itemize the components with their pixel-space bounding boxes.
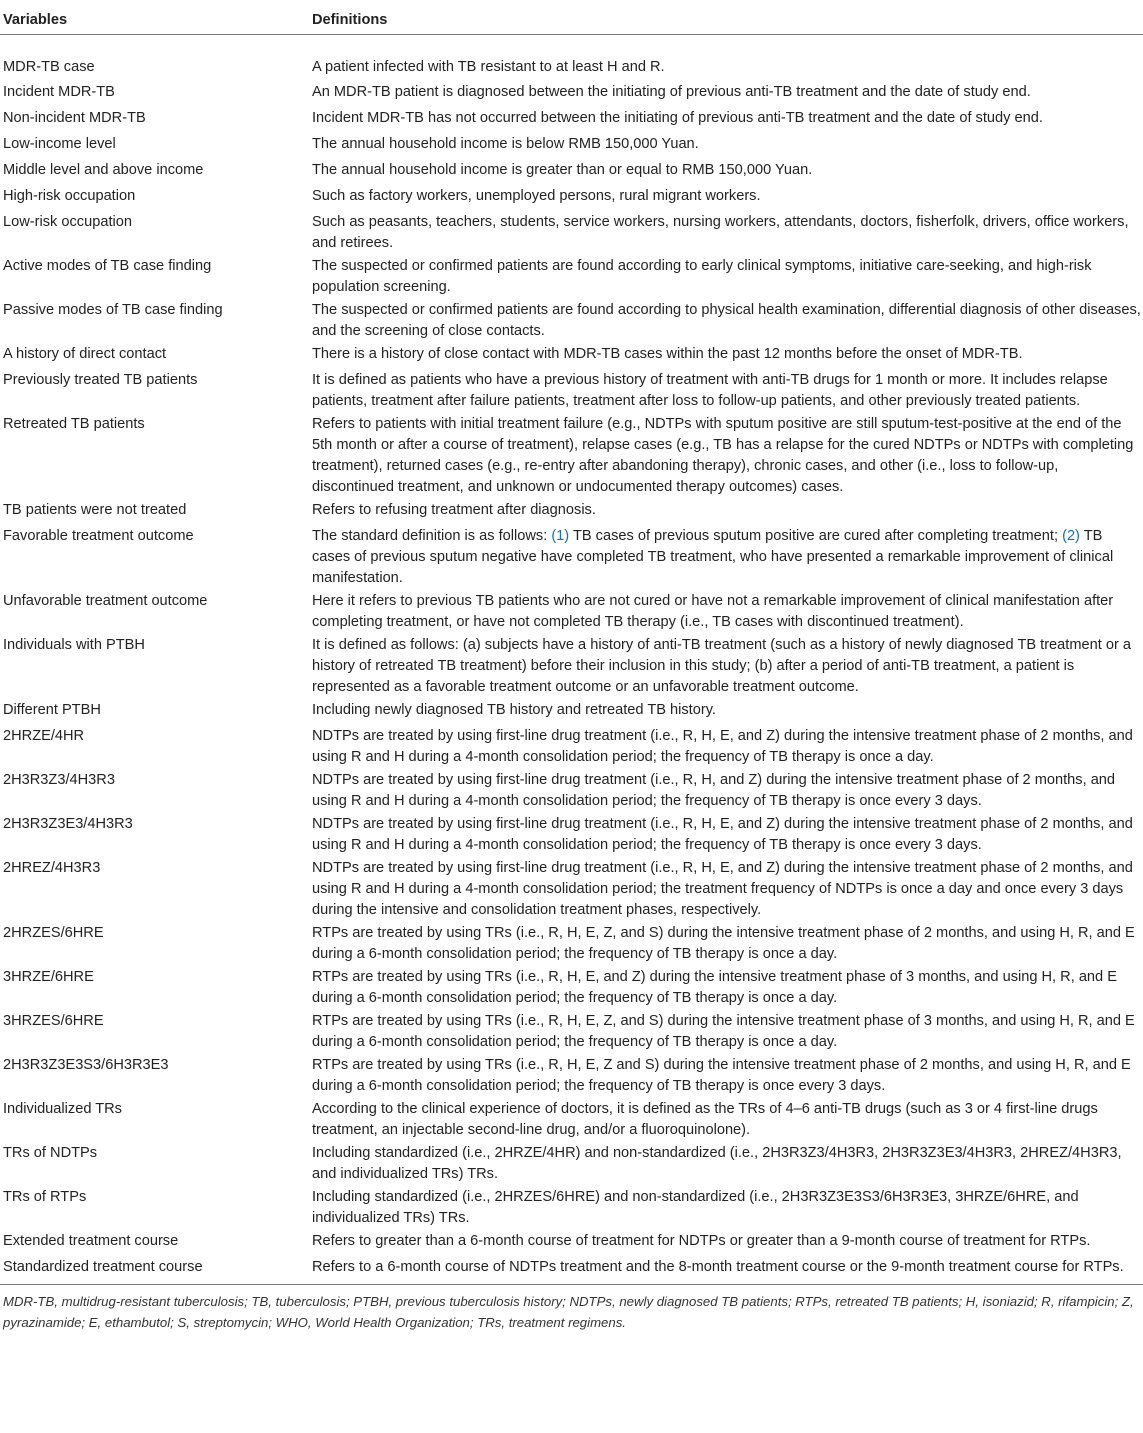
definition-cell: Including standardized (i.e., 2HRZE/4HR) and non-standardized (i.e., 2H3R3Z3/4H3R3, 2H3R3Z3E3/4H3R3, 2HREZ/4H3R3, and individualized TRs) TRs. [312, 1145, 1122, 1182]
definition-cell: Such as factory workers, unemployed persons, rural migrant workers. [312, 188, 761, 204]
reference-marker: (1) [551, 528, 570, 544]
table-row [0, 724, 1143, 768]
table-row [0, 412, 1143, 498]
variable-cell: Favorable treatment outcome [3, 528, 194, 544]
variable-cell: Standardized treatment course [3, 1259, 203, 1275]
table-row [0, 1229, 1143, 1255]
definition-cell: An MDR-TB patient is diagnosed between the initiating of previous anti-TB treatment and the date of study end. [312, 84, 1031, 100]
variable-cell: Extended treatment course [3, 1233, 179, 1249]
definition-cell: The suspected or confirmed patients are found according to physical health examination, differential diagnosis of other diseases, and the screening of close contacts. [312, 302, 1141, 339]
definition-cell: Including newly diagnosed TB history and retreated TB history. [312, 702, 716, 718]
definition-cell: Including standardized (i.e., 2HRZES/6HRE) and non-standardized (i.e., 2H3R3Z3E3S3/6H3R3E3, 3HRZE/6HRE, and individualized TRs) TRs. [312, 1189, 1079, 1226]
table-footnote: MDR-TB, multidrug-resistant tuberculosis; TB, tuberculosis; PTBH, previous tuberculosis history; NDTPs, newly diagnosed TB patients; RTPs, retreated TB patients; H, isoniazid; R, rifampicin; Z, pyrazinamide; E, ethambutol; S, streptomycin; WHO, World Health Organization; TRs, treatment regimens. [3, 1294, 1134, 1330]
definition-cell: NDTPs are treated by using first-line drug treatment (i.e., R, H, E, and Z) during the intensive treatment phase of 2 months, and using R and H during a 4-month consolidation period; the frequency of TB therapy is once every 3 days. [312, 816, 1133, 853]
definition-cell: A patient infected with TB resistant to at least H and R. [312, 58, 665, 75]
header-definitions: Definitions [311, 0, 1143, 34]
variable-cell: 2HRZES/6HRE [3, 925, 104, 941]
table-row [0, 812, 1143, 856]
table-row [0, 921, 1143, 965]
table-row [0, 34, 1143, 80]
variable-cell: 2H3R3Z3/4H3R3 [3, 772, 115, 788]
variable-cell: Different PTBH [3, 702, 101, 718]
definition-text: TB cases of previous sputum positive are cured after completing treatment; [569, 528, 1063, 544]
variable-cell: Active modes of TB case finding [3, 258, 212, 274]
variable-cell: Previously treated TB patients [3, 372, 198, 388]
table-row [0, 158, 1143, 184]
variable-cell: TB patients were not treated [3, 502, 187, 518]
table-row [0, 1097, 1143, 1141]
table-row [0, 210, 1143, 254]
table-row [0, 298, 1143, 342]
table-row [0, 633, 1143, 698]
variable-cell: TRs of NDTPs [3, 1145, 98, 1161]
variable-cell: Non-incident MDR-TB [3, 110, 146, 126]
table-row [0, 698, 1143, 724]
definition-cell: NDTPs are treated by using first-line drug treatment (i.e., R, H, and Z) during the intensive treatment phase of 2 months, and using R and H during a 4-month consolidation period; the frequency of TB therapy is once every 3 days. [312, 772, 1116, 809]
table-row [0, 342, 1143, 368]
table-row [0, 589, 1143, 633]
table-row [0, 524, 1143, 589]
definition-cell: RTPs are treated by using TRs (i.e., R, H, E, Z, and S) during the intensive treatment phase of 3 months, and using H, R, and E during a 6-month consolidation period; the frequency of TB therapy is once a day. [312, 1013, 1135, 1050]
definition-cell: Refers to patients with initial treatment failure (e.g., NDTPs with sputum positive are still sputum-test-positive at the end of the 5th month or after a course of treatment), relapse cases (e.g., TB has a relapse for the cured NDTPs or NDTPs with completing treatment), returned cases (e.g., re-entry after abandoning therapy), chronic cases, and other (i.e., loss to follow-up, discontinued treatment, and unknown or undocumented therapy outcomes) cases. [312, 416, 1134, 495]
definition-cell: Such as peasants, teachers, students, service workers, nursing workers, attendants, doctors, fisherfolk, drivers, office workers, and retirees. [312, 214, 1129, 251]
variable-cell: A history of direct contact [3, 346, 167, 362]
variable-cell: 2HRZE/4HR [3, 728, 85, 744]
definition-cell: According to the clinical experience of doctors, it is defined as the TRs of 4–6 anti-TB drugs (such as 3 or 4 first-line drugs treatment, an injectable second-line drug, and/or a fluoroquinolone). [312, 1101, 1098, 1138]
definition-cell: NDTPs are treated by using first-line drug treatment (i.e., R, H, E, and Z) during the intensive treatment phase of 2 months, and using R and H during a 4-month consolidation period; the treatment frequency of NDTPs is once a day and once every 3 days during the intensive and consolidation treatment phases, respectively. [312, 860, 1133, 918]
definition-cell: There is a history of close contact with MDR-TB cases within the past 12 months before the onset of MDR-TB. [312, 346, 1023, 362]
table-row [0, 254, 1143, 298]
variable-cell: 2H3R3Z3E3S3/6H3R3E3 [3, 1057, 169, 1073]
definition-cell [311, 524, 1143, 589]
table-row [0, 498, 1143, 524]
table-header-row [0, 0, 1143, 34]
reference-marker: (2) [1062, 528, 1080, 544]
definition-cell: It is defined as follows: (a) subjects have a history of anti-TB treatment (such as a history of newly diagnosed TB treatment or a history of retreated TB treatment) before their inclusion in this study; (b) after a period of anti-TB treatment, a patient is represented as a favorable treatment outcome or an unfavorable treatment outcome. [312, 637, 1131, 695]
definition-cell: NDTPs are treated by using first-line drug treatment (i.e., R, H, E, and Z) during the intensive treatment phase of 2 months, and using R and H during a 4-month consolidation period; the frequency of TB therapy is once a day. [312, 728, 1133, 765]
table-row [0, 80, 1143, 106]
definition-cell: It is defined as patients who have a previous history of treatment with anti-TB drugs for 1 month or more. It includes relapse patients, treatment after failure patients, treatment after loss to follow-up patients, and other previously treated patients. [312, 372, 1108, 409]
variable-cell: 2H3R3Z3E3/4H3R3 [3, 816, 133, 832]
definition-cell: The annual household income is greater than or equal to RMB 150,000 Yuan. [312, 162, 813, 178]
table-row [0, 368, 1143, 412]
table-row [0, 856, 1143, 921]
definition-cell: Refers to greater than a 6-month course of treatment for NDTPs or greater than a 9-month course of treatment for RTPs. [312, 1233, 1091, 1249]
definition-cell: RTPs are treated by using TRs (i.e., R, H, E, and Z) during the intensive treatment phase of 3 months, and using H, R, and E during a 6-month consolidation period; the frequency of TB therapy is once a day. [312, 969, 1117, 1006]
variable-cell: Incident MDR-TB [3, 84, 115, 100]
variable-cell: Middle level and above income [3, 162, 204, 178]
variable-cell: Low-risk occupation [3, 214, 132, 230]
variable-cell: 3HRZES/6HRE [3, 1013, 104, 1029]
table-body [0, 34, 1143, 1284]
definition-cell: RTPs are treated by using TRs (i.e., R, H, E, Z and S) during the intensive treatment phase of 2 months, and using H, R, and E during a 6-month consolidation period; the frequency of TB therapy is once every 3 days. [312, 1057, 1131, 1094]
variable-cell: Passive modes of TB case finding [3, 302, 223, 318]
variable-cell: Unfavorable treatment outcome [3, 593, 208, 609]
variable-cell: Individualized TRs [3, 1101, 122, 1117]
table-row [0, 106, 1143, 132]
definition-cell: Incident MDR-TB has not occurred between the initiating of previous anti-TB treatment and the date of study end. [312, 110, 1043, 126]
definition-cell: The annual household income is below RMB 150,000 Yuan. [312, 136, 699, 152]
variable-cell: High-risk occupation [3, 188, 136, 204]
definition-cell: RTPs are treated by using TRs (i.e., R, H, E, Z, and S) during the intensive treatment phase of 2 months, and using H, R, and E during a 6-month consolidation period; the frequency of TB therapy is once a day. [312, 925, 1135, 962]
table-row [0, 184, 1143, 210]
definition-text: The standard definition is as follows: [312, 528, 552, 544]
table-row [0, 1141, 1143, 1185]
definition-text: TB cases of previous sputum negative have completed TB treatment, who have presented a remarkable improvement of clinical manifestation. [312, 528, 1114, 586]
table-row [0, 1053, 1143, 1097]
variable-cell: TRs of RTPs [3, 1189, 87, 1205]
variable-cell: Low-income level [3, 136, 116, 152]
variable-cell: MDR-TB case [3, 58, 95, 75]
definition-cell: The suspected or confirmed patients are found according to early clinical symptoms, initiative care-seeking, and high-risk population screening. [312, 258, 1092, 295]
definition-cell: Refers to a 6-month course of NDTPs treatment and the 8-month treatment course or the 9-month treatment course for RTPs. [312, 1259, 1124, 1275]
table-row [0, 1255, 1143, 1284]
definition-cell: Here it refers to previous TB patients who are not cured or have not a remarkable improvement of clinical manifestation after completing treatment, or have not completed TB therapy (i.e., TB cases with discontinued treatment). [312, 593, 1114, 630]
variable-cell: Individuals with PTBH [3, 637, 145, 653]
definition-cell: Refers to refusing treatment after diagnosis. [312, 502, 596, 518]
table-row [0, 132, 1143, 158]
table-row [0, 1185, 1143, 1229]
variable-cell: Retreated TB patients [3, 416, 145, 432]
table-row [0, 965, 1143, 1009]
table-row [0, 1009, 1143, 1053]
variable-cell: 3HRZE/6HRE [3, 969, 94, 985]
variable-cell: 2HREZ/4H3R3 [3, 860, 101, 876]
table-row [0, 768, 1143, 812]
header-variables: Variables [0, 0, 311, 34]
